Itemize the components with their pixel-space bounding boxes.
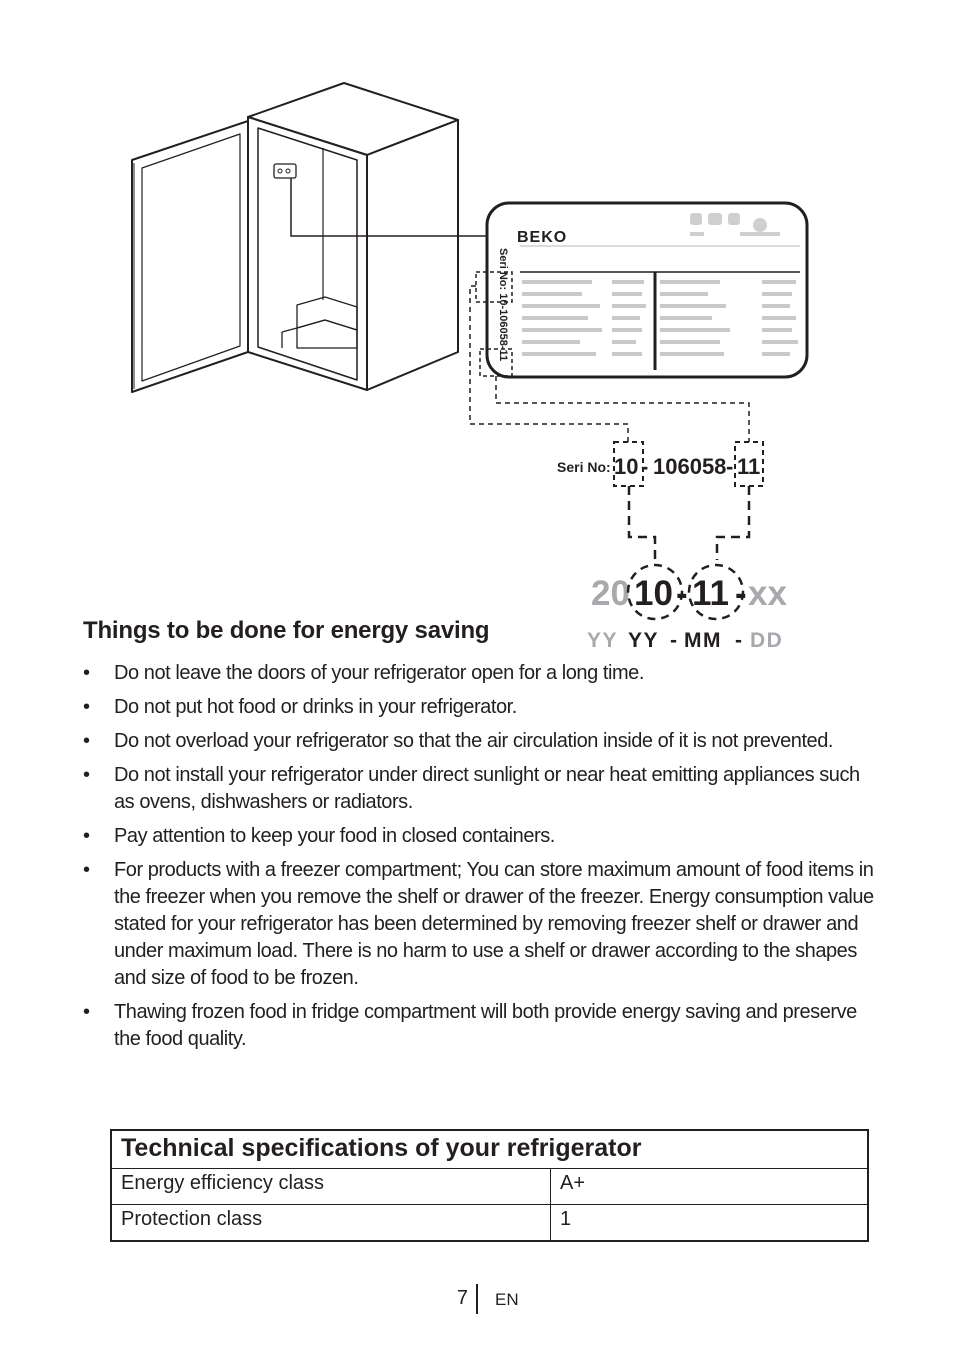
bullet-icon: •: [83, 825, 90, 847]
bullet-icon: •: [83, 1001, 90, 1023]
date-connectors: [629, 486, 749, 560]
list-item-text: For products with a freezer compartment; You can store maximum amount of food items in the freezer when you remove the shelf or drawer of the freezer. Energy consumption value stated for your refrigerator has been determined by removing freezer shelf or drawer and under maximum load. There is no harm to use a shelf or drawer according to the shapes and size of food to be frozen.: [114, 859, 874, 989]
serial-sep-2: -: [726, 454, 734, 479]
list-item: [83, 728, 883, 755]
list-item-text: Do not install your refrigerator under direct sunlight or near heat emitting appliances such as ovens, dishwashers or radiators.: [114, 764, 860, 813]
bullet-icon: •: [83, 859, 90, 881]
table-row: [111, 1169, 868, 1205]
list-item-text: Pay attention to keep your food in closed containers.: [114, 825, 555, 847]
format-year: YY: [628, 629, 660, 652]
serial-sep-1: -: [641, 454, 649, 479]
beko-logo-text: BEKO: [517, 229, 568, 246]
date-year: 10: [634, 574, 673, 613]
date-sep-1: -: [676, 574, 688, 613]
table-row: [111, 1205, 868, 1242]
serial-prefix: Seri No:: [557, 459, 611, 475]
format-sep-1: -: [670, 629, 679, 652]
serial-middle: 106058: [653, 454, 727, 479]
format-day: DD: [750, 629, 784, 652]
rating-plate: [476, 203, 807, 377]
spec-label: Protection class: [111, 1205, 551, 1242]
serial-number-diagram: [0, 0, 954, 660]
list-item-text: Do not put hot food or drinks in your refrigerator.: [114, 696, 517, 718]
bullet-icon: •: [83, 696, 90, 718]
format-month: MM: [684, 629, 722, 652]
list-item-text: Do not leave the doors of your refrigerator open for a long time.: [114, 662, 644, 684]
page-footer: [0, 1284, 954, 1314]
format-sep-2: -: [735, 629, 744, 652]
list-item: [83, 762, 883, 816]
table-title-row: [111, 1130, 868, 1169]
energy-saving-list: [83, 660, 883, 1060]
spec-value: 1: [551, 1205, 869, 1242]
vertical-serial-number: Seri No: 10-106058-11: [497, 248, 509, 362]
energy-saving-heading: Things to be done for energy saving: [83, 617, 490, 644]
list-item-text: Thawing frozen food in fridge compartment will both provide energy saving and preserve the food quality.: [114, 1001, 857, 1050]
refrigerator-illustration: [132, 83, 458, 392]
footer-divider: [476, 1284, 478, 1314]
table-title: Technical specifications of your refrigerator: [111, 1130, 868, 1169]
language-code: EN: [495, 1290, 519, 1309]
date-month: 11: [692, 574, 729, 613]
production-date: [587, 565, 787, 652]
list-item: [83, 694, 883, 721]
serial-month: 11: [737, 454, 761, 479]
spec-label: Energy efficiency class: [111, 1169, 551, 1205]
technical-specifications-table: [110, 1129, 869, 1242]
date-sep-2: -: [735, 574, 747, 613]
spec-value: A+: [551, 1169, 869, 1205]
list-item: [83, 660, 883, 687]
bullet-icon: •: [83, 662, 90, 684]
date-day: xx: [748, 574, 787, 613]
list-item: [83, 823, 883, 850]
bullet-icon: •: [83, 730, 90, 752]
serial-number-enlarged: [557, 442, 763, 486]
date-yy-prefix: 20: [591, 574, 630, 613]
page-number: 7: [456, 1287, 468, 1309]
format-yy-prefix: YY: [587, 629, 619, 652]
serial-year: 10: [614, 454, 639, 479]
list-item-text: Do not overload your refrigerator so that the air circulation inside of it is not prevented.: [114, 730, 834, 752]
bullet-icon: •: [83, 764, 90, 786]
list-item: [83, 999, 883, 1053]
list-item: [83, 857, 883, 992]
